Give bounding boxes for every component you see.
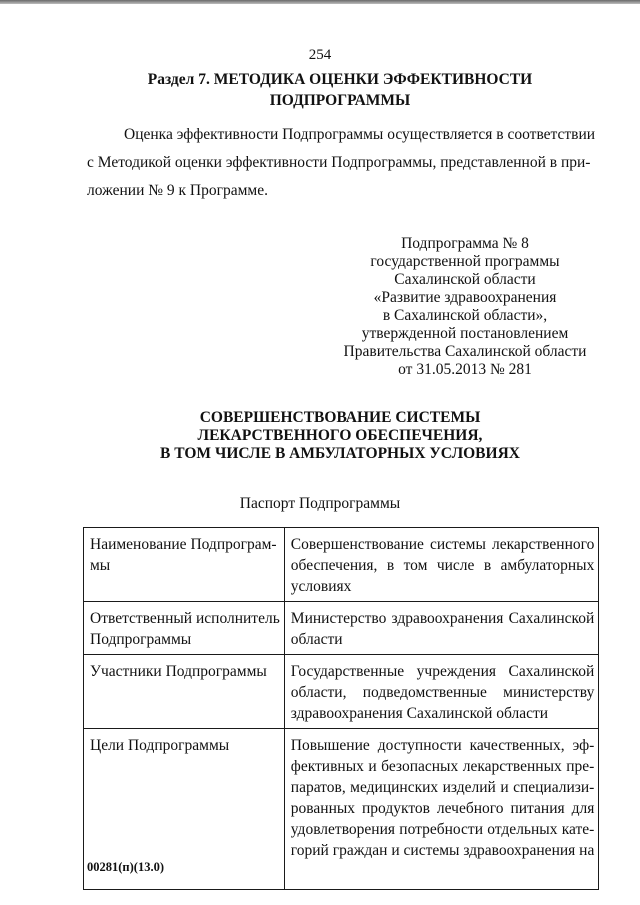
passport-table: [83, 527, 599, 890]
label-line: Цели Подпрограммы: [90, 737, 230, 754]
value-line: области: [290, 631, 343, 648]
approval-line: «Развитие здравоохранения: [373, 289, 557, 306]
label-line: Участники Подпрограммы: [90, 663, 267, 680]
intro-paragraph: [87, 121, 596, 205]
approval-block: [300, 235, 630, 379]
value-line: Министерство здравоохранения Сахалинской: [290, 610, 595, 627]
row-value-cell: [284, 729, 599, 890]
table-row: [84, 602, 599, 655]
approval-line: государственной программы: [370, 253, 560, 270]
approval-line: в Сахалинской области»,: [382, 307, 548, 324]
value-line: условиях: [290, 578, 352, 595]
value-line: фективных и безопасных лекарственных пре-: [290, 758, 595, 775]
value-line: паратов, медицинских изделий и специализи-: [290, 779, 595, 796]
section-heading: [80, 69, 600, 111]
approval-line: Подпрограмма № 8: [401, 235, 529, 252]
table-row: [84, 655, 599, 729]
program-title-line: СОВЕРШЕНСТВОВАНИЕ СИСТЕМЫ: [199, 409, 481, 426]
row-label-cell: [84, 602, 285, 655]
intro-line: с Методикой оценки эффективности Подпрограммы, представленной в при-: [87, 154, 591, 171]
label-line: мы: [90, 557, 111, 574]
intro-line: Оценка эффективности Подпрограммы осуществляется в соответствии: [124, 126, 596, 143]
value-line: области, подведомственные министерству: [290, 684, 595, 701]
scan-top-edge: [0, 0, 640, 4]
table-row: [84, 528, 599, 602]
program-title: [40, 409, 640, 463]
label-line: Подпрограммы: [90, 631, 192, 648]
label-line: Ответственный исполнитель: [90, 610, 280, 627]
value-line: удовлетворения потребности отдельных кате-: [290, 821, 595, 838]
value-line: горий граждан и системы здравоохранения на: [290, 842, 595, 859]
row-value-cell: [284, 655, 599, 729]
section-heading-line: Раздел 7. МЕТОДИКА ОЦЕНКИ ЭФФЕКТИВНОСТИ: [147, 71, 533, 88]
program-title-line: В ТОМ ЧИСЛЕ В АМБУЛАТОРНЫХ УСЛОВИЯХ: [160, 445, 520, 462]
value-line: Повышение доступности качественных, эф-: [290, 737, 595, 754]
passport-title: Паспорт Подпрограммы: [239, 495, 401, 512]
label-line: Наименование Подпрограм-: [90, 536, 277, 553]
value-line: Государственные учреждения Сахалинской: [290, 663, 595, 680]
value-line: рованных продуктов лечебного питания для: [290, 800, 595, 817]
approval-line: Сахалинской области: [394, 271, 536, 288]
value-line: здравоохранения Сахалинской области: [290, 705, 549, 722]
intro-line: ложении № 9 к Программе.: [87, 182, 268, 199]
footer-code: 00281(п)(13.0): [87, 860, 164, 874]
row-value-cell: [284, 528, 599, 602]
program-title-line: ЛЕКАРСТВЕННОГО ОБЕСПЕЧЕНИЯ,: [197, 427, 483, 444]
section-heading-line: ПОДПРОГРАММЫ: [269, 92, 411, 109]
page-number: 254: [308, 47, 332, 63]
value-line: Совершенствование системы лекарственного: [290, 536, 595, 553]
value-line: обеспечения, в том числе в амбулаторных: [290, 557, 595, 574]
row-value-cell: [284, 602, 599, 655]
approval-line: от 31.05.2013 № 281: [398, 361, 532, 378]
approval-line: утвержденной постановлением: [361, 325, 569, 342]
row-label-cell: [84, 528, 285, 602]
approval-line: Правительства Сахалинской области: [343, 343, 587, 360]
row-label-cell: [84, 655, 285, 729]
